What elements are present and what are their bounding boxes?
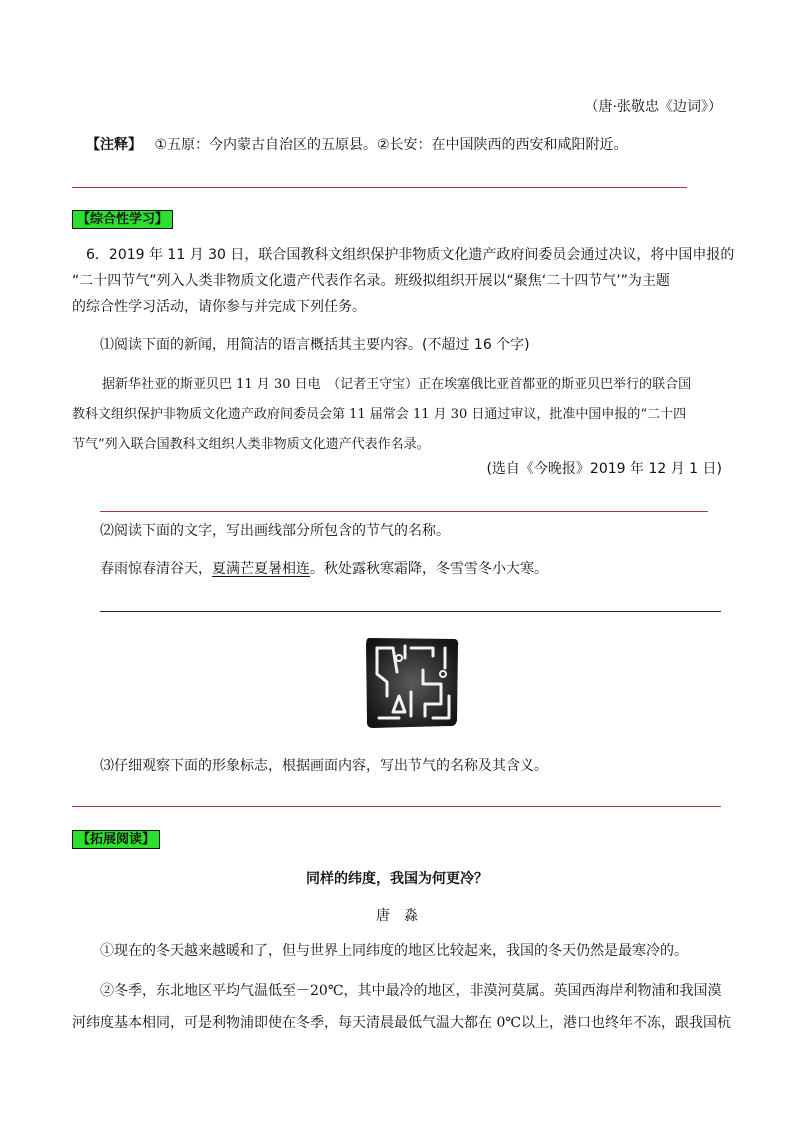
q6-line-2: “二十四节气”列入人类非物质文化遗产代表作名录。班级拟组织开展以“聚焦‘二十四节气’”为主题 [72, 273, 670, 289]
divider-red-3 [72, 806, 721, 807]
rhyme-underlined: 夏满芒夏暑相连 [212, 561, 310, 577]
news-source: (选自《今晚报》2019 年 12 月 1 日) [486, 461, 722, 477]
article-para-2 [72, 980, 732, 1034]
divider-red-1 [72, 187, 687, 188]
rhyme-before: 春雨惊春清谷天， [100, 561, 212, 577]
sub-question-2: ⑵阅读下面的文字，写出画线部分所包含的节气的名称。 [100, 523, 450, 539]
article-author: 唐 淼 [376, 908, 418, 924]
source-line: （唐·张敬忠《边词》） [584, 99, 722, 115]
para-2-line-2: 河纬度基本相同，可是利物浦即使在冬季，每天清晨最低气温大都在 0℃以上，港口也终年不冻，跟我国杭 [72, 1015, 732, 1031]
para-2-line-1: ②冬季，东北地区平均气温低至－20℃，其中最冷的地区，非漠河莫属。英国西海岸利物浦和我国漠 [100, 983, 722, 999]
sub-question-1: ⑴阅读下面的新闻，用简洁的语言概括其主要内容。(不超过 16 个字) [100, 337, 530, 353]
news-line-3: 节气”列入联合国教科文组织人类非物质文化遗产代表作名录。 [72, 437, 430, 452]
note-text: ①五原：今内蒙古自治区的五原县。②长安：在中国陕西的西安和咸阳附近。 [154, 137, 628, 153]
sub-question-3: ⑶仔细观察下面的形象标志，根据画面内容，写出节气的名称及其含义。 [100, 758, 548, 774]
answer-line [100, 611, 721, 612]
news-text [72, 374, 724, 456]
article-para-1: ①现在的冬天越来越暖和了，但与世界上同纬度的地区比较起来，我国的冬天仍然是最寒冷的。 [100, 943, 688, 959]
article-title: 同样的纬度，我国为何更冷？ [306, 871, 488, 887]
divider-red-2 [100, 511, 708, 512]
note-label: 【注释】 [86, 137, 142, 153]
question-6 [72, 244, 735, 318]
section-tag-comprehensive: 【综合性学习】 [72, 210, 173, 229]
rhyme-after: 。秋处露秋寒霜降，冬雪雪冬小大寒。 [310, 561, 548, 577]
solar-term-seal-image [363, 634, 461, 730]
section-tag-extended-reading: 【拓展阅读】 [72, 830, 160, 849]
news-line-2: 教科文组织保护非物质文化遗产政府间委员会第 11 届常会 11 月 30 日通过审议，批准中国申报的“二十四 [72, 407, 687, 422]
rhyme-line [100, 558, 548, 580]
seal-icon [363, 634, 461, 730]
note-line [86, 134, 628, 156]
news-line-1: 据新华社亚的斯亚贝巴 11 月 30 日电 （记者王守宝）正在埃塞俄比亚首都亚的斯亚贝巴举行的联合国 [102, 377, 692, 392]
q6-line-1: 6．2019 年 11 月 30 日，联合国教科文组织保护非物质文化遗产政府间委员会通过决议，将中国申报的 [86, 247, 735, 263]
q6-line-3: 的综合性学习活动，请你参与并完成下列任务。 [72, 299, 366, 315]
